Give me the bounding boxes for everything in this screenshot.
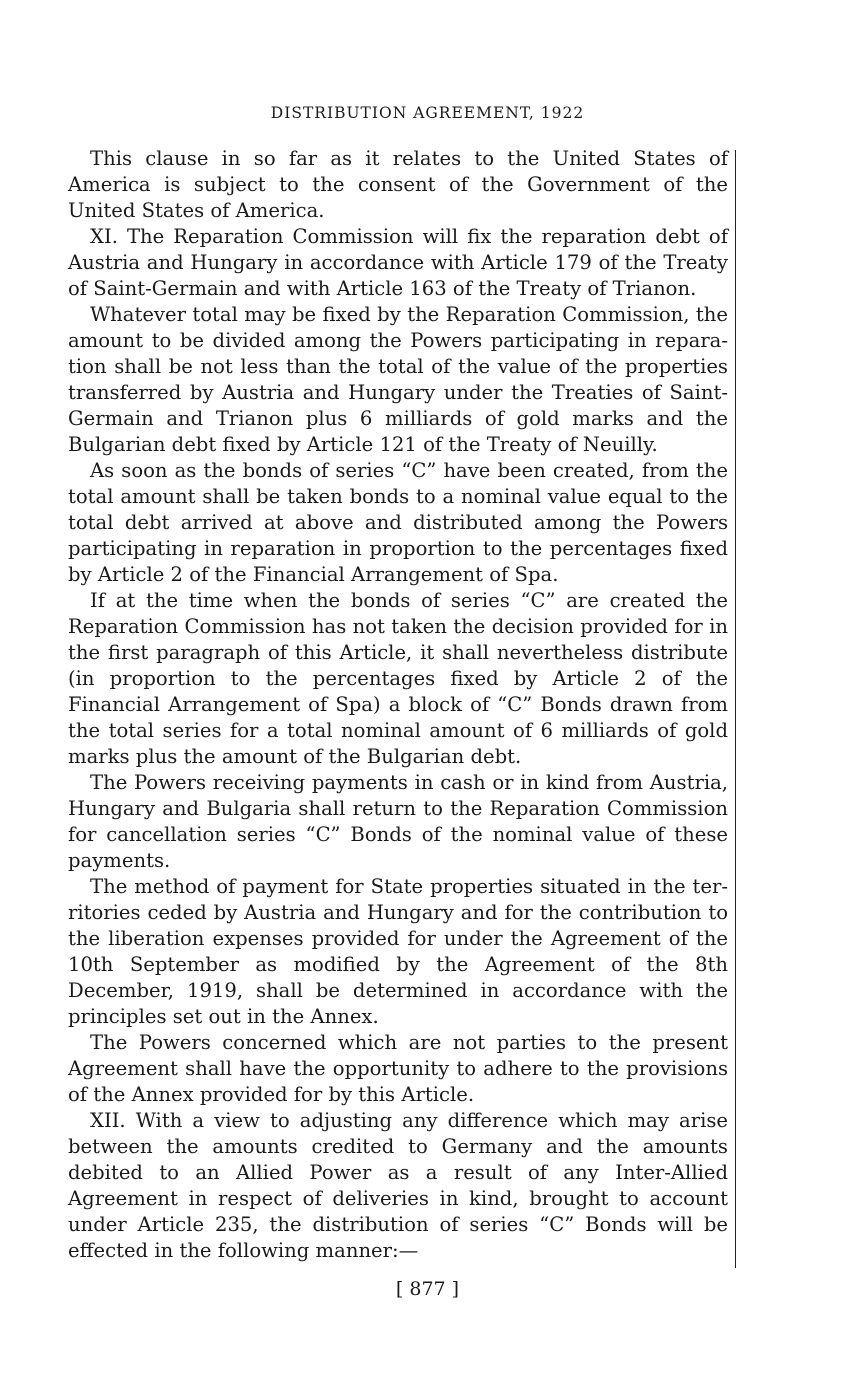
paragraph-article-xii: XII. With a view to adjusting any difference which may arise between the amounts credited to Germany and the amounts debited to an Allied Power as a result of any Inter-Allied Agreement in respect of deliveries in kind, brought to account under Article 235, the distribution of series “C” Bonds will be effected in the following manner:— xyxy=(68,1109,728,1262)
paragraph-cancellation: The Powers receiving payments in cash or in kind from Austria, Hungary and Bulgaria shall return to the Reparation Commission for cancellation series “C” Bonds of the nominal value of these payments. xyxy=(68,771,728,872)
paragraph-total-debt: Whatever total may be fixed by the Reparation Commission, the amount to be divided among the Powers participating in reparation shall be not less than the total of the value of the properties transferred by Austria and Hungary under the Treaties of Saint-Germain and Trianon plus 6 milliards of gold marks and the Bulgarian debt fixed by Article 121 of the Treaty of Neuilly. xyxy=(68,303,728,456)
paragraph-us-consent: This clause in so far as it relates to the United States of America is subject to the consent of the Government of the United States of America. xyxy=(68,147,728,222)
paragraph-series-c-bonds: As soon as the bonds of series “C” have been created, from the total amount shall be taken bonds to a nominal value equal to the total debt arrived at above and distributed among the Powers participating in reparation in proportion to the percentages fixed by Article 2 of the Financial Arrangement of Spa. xyxy=(68,459,728,586)
paragraph-adherence: The Powers concerned which are not parties to the present Agreement shall have the opportunity to adhere to the provisions of the Annex provided for by this Article. xyxy=(68,1031,728,1106)
paragraph-state-properties: The method of payment for State properties situated in the territories ceded by Austria and Hungary and for the contribution to the liberation expenses provided for under the Agreement of the 10th September as modified by the Agreement of the 8th December, 1919, shall be determined in accordance with the principles set out in the Annex. xyxy=(68,875,728,1028)
page-number: [ 877 ] xyxy=(395,1278,460,1300)
paragraph-block-distribution: If at the time when the bonds of series “C” are created the Reparation Commission has not taken the decision provided for in the first paragraph of this Article, it shall nevertheless distribute (in proportion to the percentages fixed by Article 2 of the Financial Arrangement of Spa) a block of “C” Bonds drawn from the total series for a total nominal amount of 6 milliards of gold marks plus the amount of the Bulgarian debt. xyxy=(68,589,728,768)
paragraph-article-xi: XI. The Reparation Commission will fix the reparation debt of Austria and Hungary in accordance with Article 179 of the Treaty of Saint-Germain and with Article 163 of the Treaty of Trianon. xyxy=(68,225,728,300)
running-head: DISTRIBUTION AGREEMENT, 1922 xyxy=(270,104,585,122)
body-text xyxy=(68,146,728,1264)
margin-rule xyxy=(735,150,736,1268)
